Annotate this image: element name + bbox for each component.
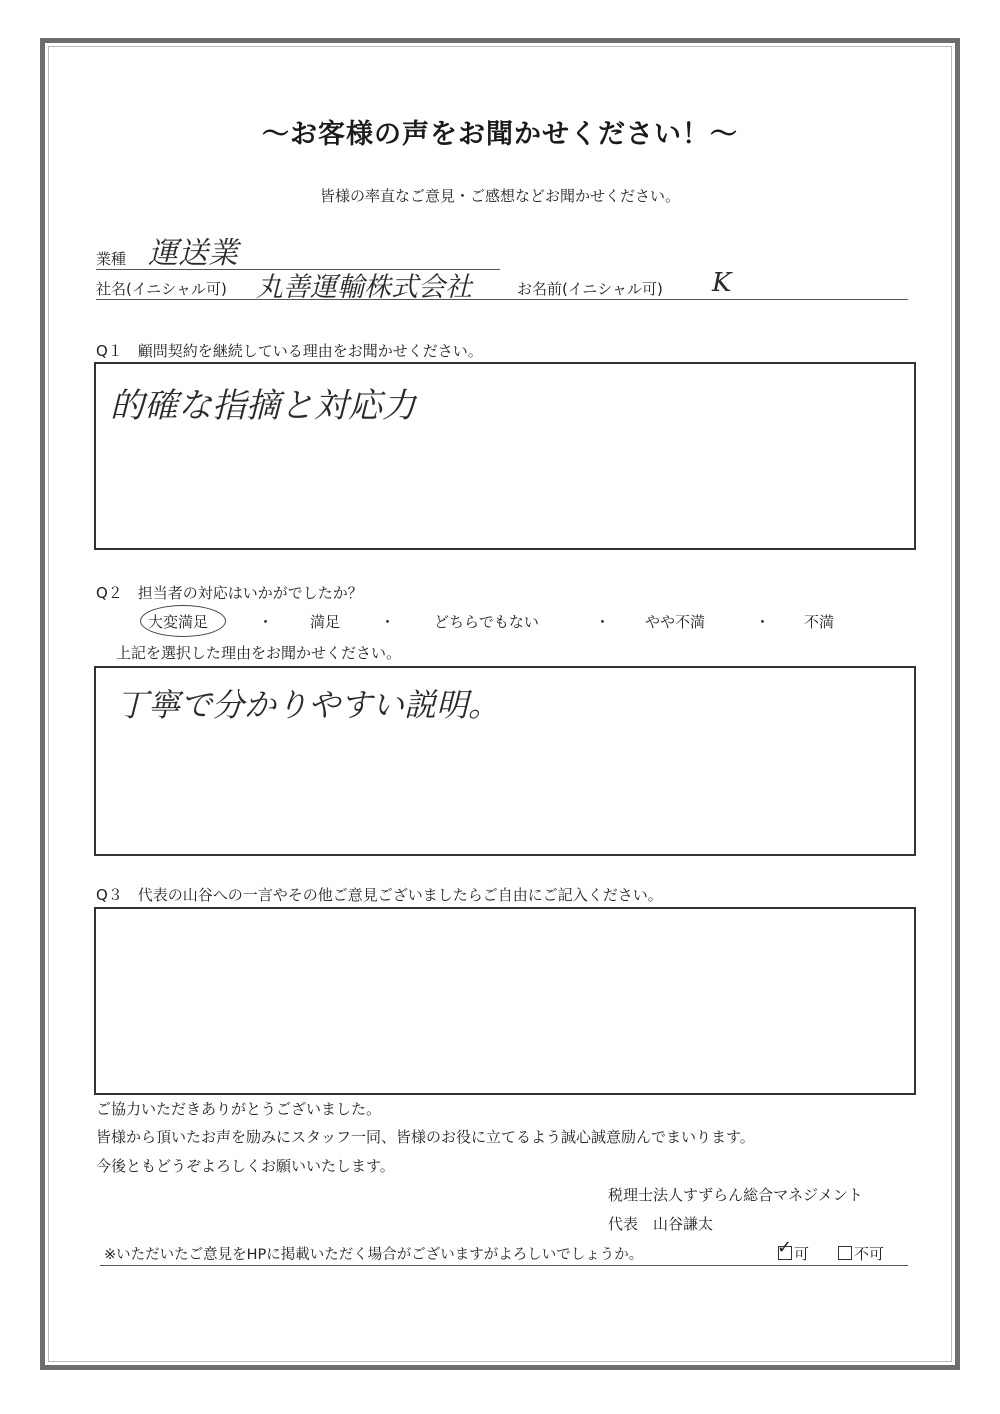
consent-underline <box>100 1265 908 1266</box>
option-very-satisfied[interactable]: 大変満足 <box>148 613 209 631</box>
q2-answer: 丁寧で分かりやすい説明。 <box>116 686 501 724</box>
option-neutral[interactable]: どちらでもない <box>434 613 539 631</box>
option-separator: ・ <box>595 613 611 631</box>
q1-answer-box[interactable] <box>94 362 916 550</box>
consent-no-checkbox[interactable] <box>838 1246 852 1260</box>
option-separator: ・ <box>258 613 274 631</box>
consent-yes[interactable] <box>777 1237 810 1264</box>
firm-name: 税理士法人すずらん総合マネジメント <box>608 1186 863 1204</box>
q1-label: Q１ 顧問契約を継続している理由をお聞かせください。 <box>96 342 483 360</box>
name-label: お名前(イニシャル可) <box>517 280 663 298</box>
company-label: 社名(イニシャル可) <box>96 280 227 298</box>
check-mark-icon: ✓ <box>777 1237 793 1258</box>
page-title: ～お客様の声をお聞かせください！～ <box>262 119 738 150</box>
q1-answer: 的確な指摘と対応力 <box>110 386 416 426</box>
consent-question: ※いただいたご意見をHPに掲載いただく場合がございますがよろしいでしょうか。 <box>104 1247 644 1263</box>
company-value[interactable]: 丸善運輸株式会社 <box>256 272 472 303</box>
page-subtitle: 皆様の率直なご意見・ご感想などお聞かせください。 <box>319 187 680 205</box>
option-somewhat-dissatisfied[interactable]: やや不満 <box>645 613 706 631</box>
q2-label: Q２ 担当者の対応はいかがでしたか？ <box>96 584 363 602</box>
industry-label: 業種 <box>96 250 127 268</box>
thanks-line-2: 皆様から頂いたお声を励みにスタッフ一同、皆様のお役に立てるよう誠心誠意励んでまいります。 <box>96 1128 755 1146</box>
consent-no-label: 不可 <box>854 1245 885 1263</box>
q2-reason-label: 上記を選択した理由をお聞かせください。 <box>116 644 402 662</box>
consent-no[interactable] <box>838 1243 884 1264</box>
name-value[interactable]: K <box>712 268 732 298</box>
consent-yes-checkbox[interactable] <box>777 1237 793 1260</box>
thanks-line-1: ご協力いただきありがとうございました。 <box>96 1100 382 1118</box>
q3-label: Q３ 代表の山谷への一言やその他ご意見ございましたらご自由にご記入ください。 <box>96 886 663 904</box>
q3-answer-box[interactable] <box>94 907 916 1095</box>
representative-name: 代表 山谷謙太 <box>608 1215 714 1233</box>
option-satisfied[interactable]: 満足 <box>310 613 341 631</box>
company-name-underline <box>96 299 908 300</box>
option-separator: ・ <box>755 613 771 631</box>
thanks-line-3: 今後ともどうぞよろしくお願いいたします。 <box>96 1157 395 1175</box>
option-dissatisfied[interactable]: 不満 <box>804 613 835 631</box>
consent-yes-label: 可 <box>794 1245 810 1263</box>
industry-value[interactable]: 運送業 <box>148 236 238 271</box>
q2-answer-box[interactable] <box>94 666 916 856</box>
option-separator: ・ <box>380 613 396 631</box>
